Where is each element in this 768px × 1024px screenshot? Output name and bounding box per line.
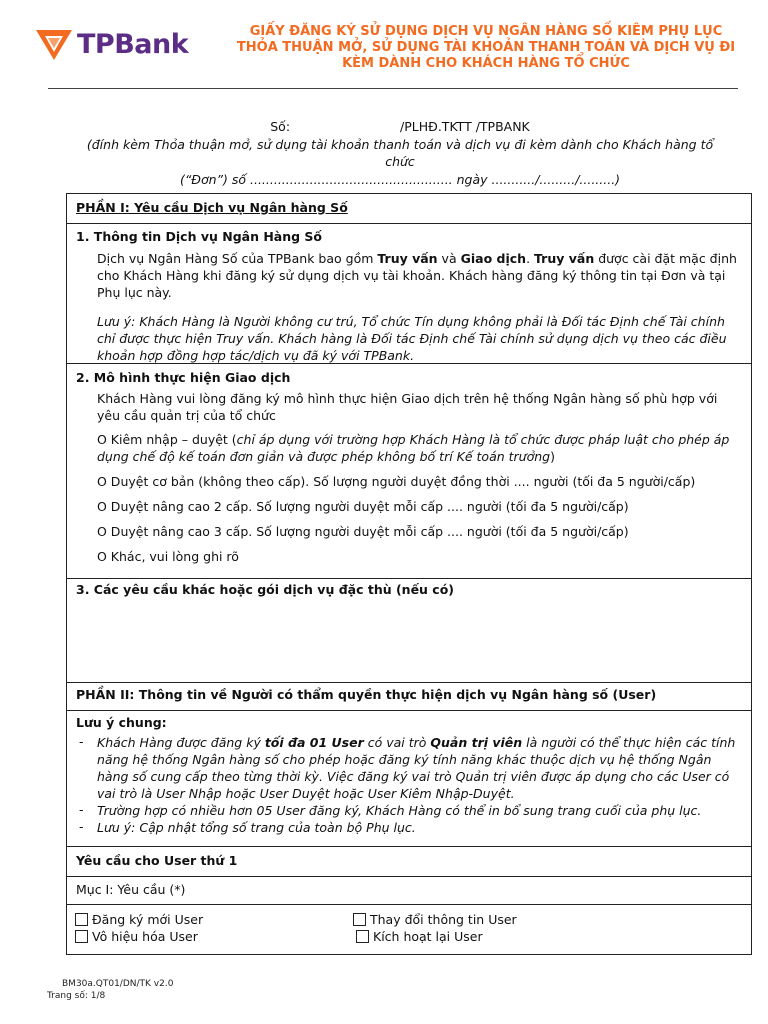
user-1-box (66, 846, 752, 876)
checkbox-new-user[interactable] (75, 912, 203, 927)
checkbox-disable-user-label: Vô hiệu hóa User (92, 929, 198, 944)
title-line-2: THỎA THUẬN MỞ, SỬ DỤNG TÀI KHOẢN THANH TOÁN VÀ DỊCH VỤ ĐI (236, 40, 736, 55)
checkbox-icon[interactable] (356, 930, 369, 943)
attach-line-1: (đính kèm Thỏa thuận mở, sử dụng tài khoản thanh toán và dịch vụ đi kèm dành cho Khách hàng tổ (86, 137, 714, 152)
checkbox-icon[interactable] (353, 913, 366, 926)
part2-header: PHẦN II: Thông tin về Người có thẩm quyền thực hiện dịch vụ Ngân hàng số (User) (76, 687, 657, 702)
section-2-title: 2. Mô hình thực hiện Giao dịch (76, 370, 291, 385)
option-kiem-nhap-duyet[interactable]: O Kiêm nhập – duyệt (chỉ áp dụng với trường hợp Khách Hàng là tổ chức được pháp luật cho phép áp dụng chế độ kế toán đơn giản và được phép không bố trí Kế toán trưởng) (97, 432, 730, 464)
general-notes (66, 710, 752, 846)
option-duyet-3-cap[interactable]: O Duyệt nâng cao 3 cấp. Số lượng người duyệt mỗi cấp .... người (tối đa 5 người/cấp) (97, 524, 629, 539)
option-duyet-co-ban[interactable]: O Duyệt cơ bản (không theo cấp). Số lượng người duyệt đồng thời .... người (tối đa 5 người/cấp) (97, 474, 696, 489)
logo-text: TPBank (77, 28, 189, 60)
section-3-title: 3. Các yêu cầu khác hoặc gói dịch vụ đặc thù (nếu có) (76, 582, 455, 597)
checkbox-reactivate-user-label: Kích hoạt lại User (373, 929, 483, 944)
part1-header: PHẦN I: Yêu cầu Dịch vụ Ngân hàng Số (76, 200, 348, 215)
checkbox-new-user-label: Đăng ký mới User (92, 912, 204, 927)
don-line-text: (“Đơn”) số ................................................... ngày .........../........./.........) (179, 172, 621, 187)
tpbank-logo-icon (34, 26, 74, 62)
tpbank-logo (34, 26, 188, 62)
part1-header-box (66, 193, 752, 223)
section-2-intro: Khách Hàng vui lòng đăng ký mô hình thực hiện Giao dịch trên hệ thống Ngân hàng số phù hợp với yêu cầu quản trị của tổ chức (97, 391, 718, 423)
section-1-paragraph: Dịch vụ Ngân Hàng Số của TPBank bao gồm Truy vấn và Giao dịch. Truy vấn được cài đặt mặc định cho Khách Hàng khi đăng ký sử dụng dịch vụ tài khoản. Khách hàng đăng ký thông tin tại Đơn và tại Phụ lục này. (97, 251, 737, 300)
section-1 (66, 223, 752, 363)
header-divider (48, 88, 738, 89)
note-bullet-3: - Lưu ý: Cập nhật tổng số trang của toàn bộ Phụ lục. (79, 819, 416, 835)
checkbox-disable-user[interactable] (75, 929, 198, 944)
section-1-note: Lưu ý: Khách Hàng là Người không cư trú, Tổ chức Tín dụng không phải là Đối tác Định chế Tài chính chỉ được thực hiện Truy vấn. Khách hàng là Đối tác Định chế Tài chính sử dụng dịch vụ theo các điều khoản hợp đồng hợp tác/dịch vụ đã ký với TPBank. (97, 314, 727, 363)
user-1-title: Yêu cầu cho User thứ 1 (76, 853, 238, 868)
option-khac[interactable]: O Khác, vui lòng ghi rõ (97, 549, 239, 564)
don-line (80, 171, 720, 189)
page-number: Trang số: 1/8 (47, 991, 106, 1001)
checkbox-change-user[interactable] (353, 912, 517, 927)
checkbox-icon[interactable] (75, 913, 88, 926)
section-3 (66, 578, 752, 682)
checkbox-reactivate-user[interactable] (356, 929, 483, 944)
title-line-1: GIẤY ĐĂNG KÝ SỬ DỤNG DỊCH VỤ NGÂN HÀNG SỐ KIÊM PHỤ LỤC (249, 24, 723, 39)
so-suffix: /PLHĐ.TKTT /TPBANK (400, 119, 530, 134)
muc-1-label: Mục I: Yêu cầu (*) (76, 882, 186, 897)
note-bullet-1: - Khách Hàng được đăng ký tối đa 01 User có vai trò Quản trị viên là người có thể thực hiện các tính năng hệ thống Ngân hàng số cho phép hoặc đăng ký tính năng khác thuộc dịch vụ hệ thống Ngân hàng số cung cấp theo từng thời kỳ. Việc đăng ký vai trò Quản trị viên được áp dụng cho các User có vai trò là User Nhập hoặc User Duyệt hoặc User Kiêm Nhập-Duyệt. (79, 734, 736, 801)
note-bullet-2: - Trường hợp có nhiều hơn 05 User đăng ký, Khách Hàng có thể in bổ sung trang cuối của phụ lục. (79, 802, 702, 818)
document-number (80, 118, 720, 136)
part2-header-box (66, 682, 752, 710)
so-label: Số: (270, 119, 291, 134)
title-line-3: KÈM DÀNH CHO KHÁCH HÀNG TỔ CHỨC (342, 56, 630, 71)
checkbox-icon[interactable] (75, 930, 88, 943)
option-duyet-2-cap[interactable]: O Duyệt nâng cao 2 cấp. Số lượng người duyệt mỗi cấp .... người (tối đa 5 người/cấp) (97, 499, 629, 514)
section-1-title: 1. Thông tin Dịch vụ Ngân Hàng Số (76, 229, 323, 244)
general-notes-title: Lưu ý chung: (76, 715, 167, 730)
box-bottom-line (66, 954, 752, 955)
form-code: BM30a.QT01/DN/TK v2.0 (62, 979, 174, 989)
section-2 (66, 363, 752, 578)
attach-line-2: chức (385, 154, 415, 169)
document-title (236, 24, 736, 72)
checkbox-change-user-label: Thay đổi thông tin User (370, 912, 517, 927)
muc-1-box (66, 876, 752, 904)
